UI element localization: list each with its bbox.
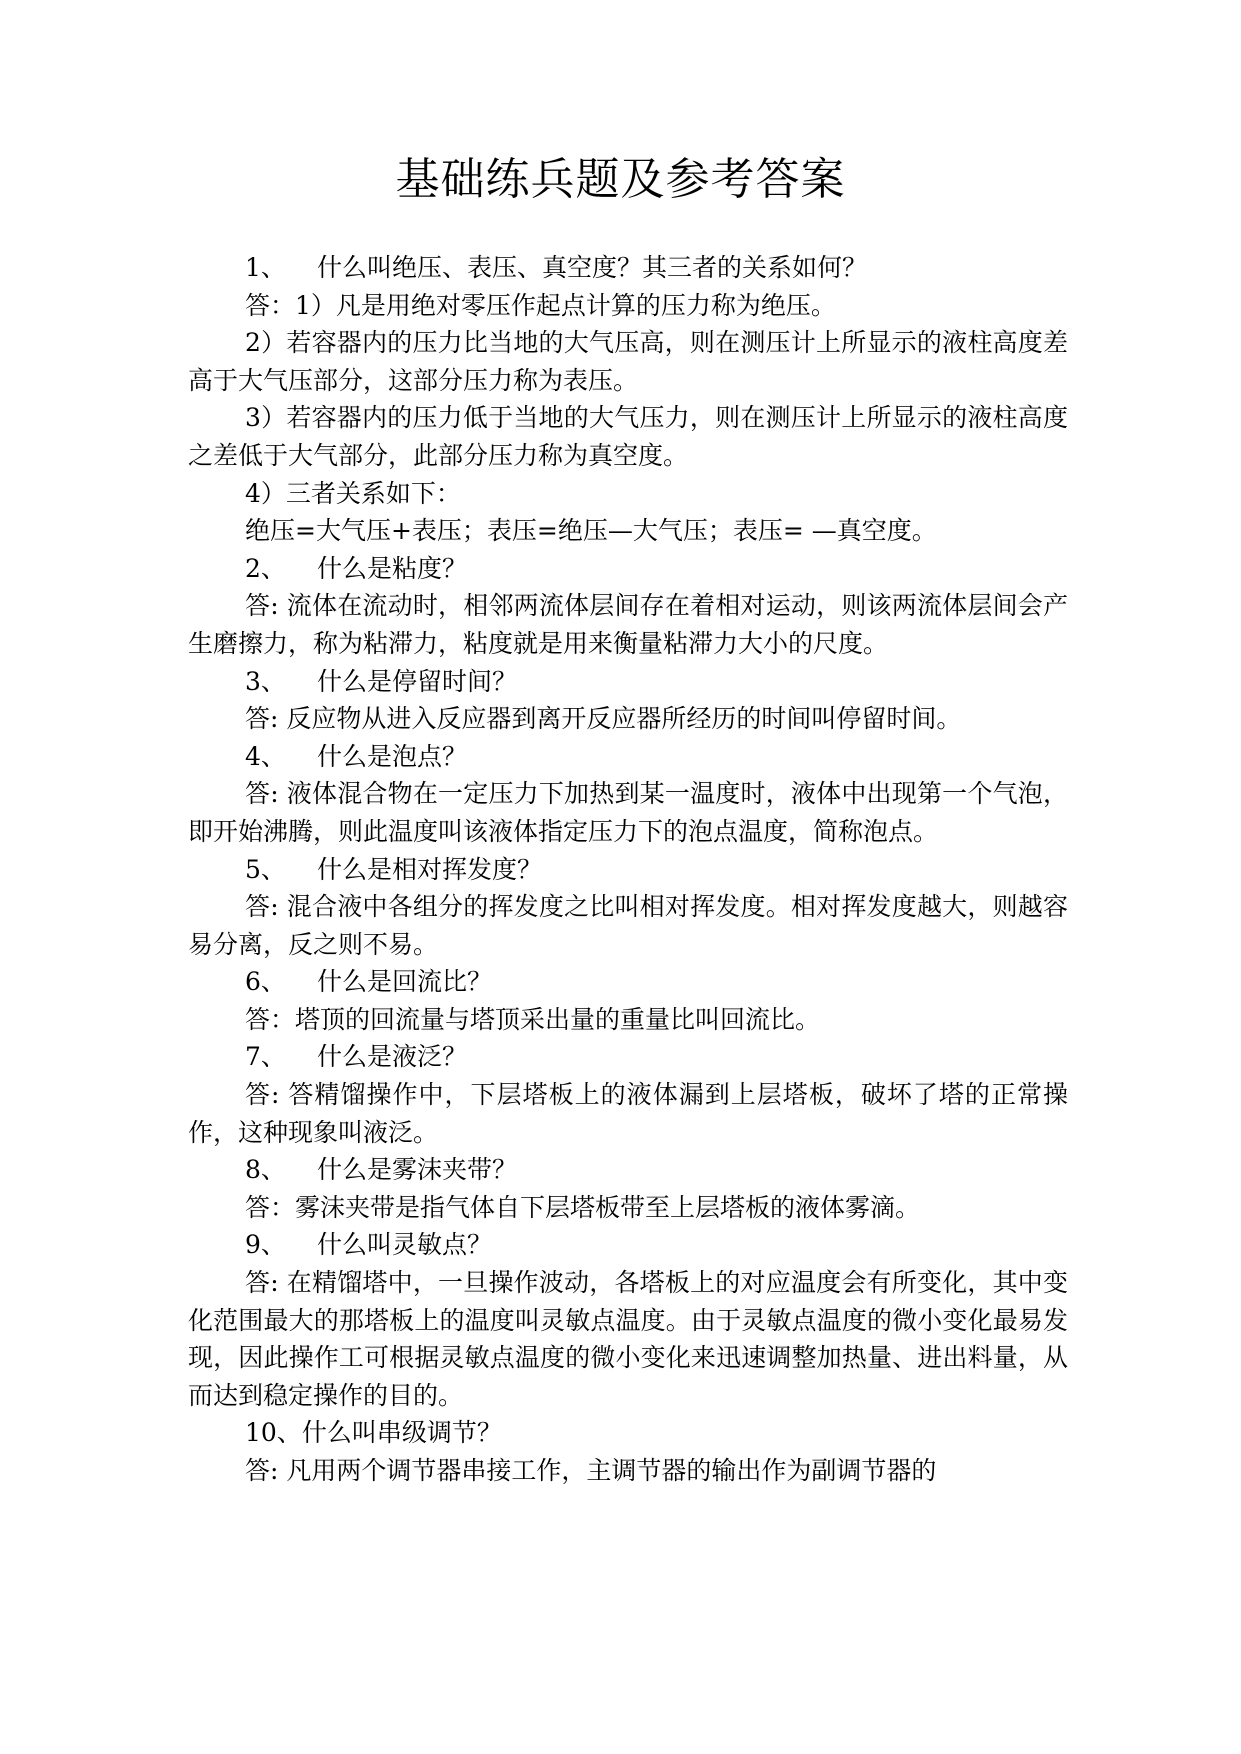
question-number: 1、 bbox=[245, 253, 286, 282]
answer-paragraph: 答: 凡用两个调节器串接工作，主调节器的输出作为副调节器的 bbox=[245, 1456, 937, 1485]
question-number: 6、 bbox=[245, 967, 286, 997]
question-number: 2、 bbox=[245, 553, 286, 583]
question-6 bbox=[188, 963, 1068, 1001]
question-text: 什么叫灵敏点？ bbox=[317, 1230, 493, 1260]
answer-paragraph: 答: 反应物从进入反应器到离开反应器所经历的时间叫停留时间。 bbox=[245, 704, 962, 734]
answer-paragraph: 答：1）凡是用绝对零压作起点计算的压力称为绝压。 bbox=[245, 290, 836, 320]
answer-paragraph: 答：雾沫夹带是指气体自下层塔板带至上层塔板的液体雾滴。 bbox=[245, 1192, 921, 1222]
answer-paragraph: 答: 液体混合物在一定压力下加热到某一温度时，液体中出现第一个气泡，即开始沸腾，则此温度叫该液体指定压力下的泡点温度，简称泡点。 bbox=[188, 779, 1068, 846]
question-3 bbox=[188, 663, 1068, 701]
answer-paragraph: 答: 在精馏塔中，一旦操作波动，各塔板上的对应温度会有所变化，其中变化范围最大的那塔板上的温度叫灵敏点温度。由于灵敏点温度的微小变化最易发现，因此操作工可根据灵敏点温度的微小变化来迅速调整加热量、进出料量，从而达到稳定操作的目的。 bbox=[188, 1268, 1068, 1410]
document-body bbox=[188, 249, 1068, 1490]
question-10 bbox=[188, 1414, 1068, 1452]
question-7 bbox=[188, 1038, 1068, 1076]
question-number: 5、 bbox=[245, 854, 286, 884]
question-number: 7、 bbox=[245, 1042, 286, 1072]
answer-paragraph: 答: 混合液中各组分的挥发度之比叫相对挥发度。相对挥发度越大，则越容易分离，反之则不易。 bbox=[188, 892, 1068, 959]
question-9 bbox=[188, 1226, 1068, 1264]
question-text: 什么叫绝压、表压、真空度？其三者的关系如何？ bbox=[317, 253, 868, 282]
question-text: 什么是停留时间？ bbox=[317, 666, 518, 696]
question-number: 10、 bbox=[245, 1418, 302, 1448]
answer-paragraph: 3）若容器内的压力低于当地的大气压力，则在测压计上所显示的液柱高度之差低于大气部分，此部分压力称为真空度。 bbox=[188, 403, 1068, 470]
question-number: 3、 bbox=[245, 666, 286, 696]
question-number: 4、 bbox=[245, 741, 286, 771]
answer-paragraph: 2）若容器内的压力比当地的大气压高，则在测压计上所显示的液柱高度差高于大气压部分，这部分压力称为表压。 bbox=[188, 328, 1068, 395]
answer-paragraph: 4）三者关系如下： bbox=[245, 478, 461, 508]
question-text: 什么是回流比？ bbox=[317, 967, 493, 997]
question-text: 什么是相对挥发度？ bbox=[317, 854, 543, 884]
question-8 bbox=[188, 1151, 1068, 1189]
question-text: 什么是泡点？ bbox=[317, 741, 468, 771]
question-text: 什么是雾沫夹带？ bbox=[317, 1155, 518, 1185]
document-title: 基础练兵题及参考答案 bbox=[395, 154, 846, 205]
question-text: 什么是液泛？ bbox=[317, 1042, 468, 1072]
answer-paragraph: 绝压=大气压+表压；表压=绝压—大气压；表压= —真空度。 bbox=[245, 516, 937, 546]
question-text: 什么叫串级调节？ bbox=[301, 1418, 502, 1448]
question-1 bbox=[188, 249, 1068, 287]
answer-paragraph: 答：塔顶的回流量与塔顶采出量的重量比叫回流比。 bbox=[245, 1004, 821, 1034]
answer-paragraph: 答: 流体在流动时，相邻两流体层间存在着相对运动，则该两流体层间会产生磨擦力，称为粘滞力，粘度就是用来衡量粘滞力大小的尺度。 bbox=[188, 591, 1068, 658]
question-number: 8、 bbox=[245, 1155, 286, 1185]
question-5 bbox=[188, 851, 1068, 889]
question-4 bbox=[188, 738, 1068, 776]
question-number: 9、 bbox=[245, 1230, 286, 1260]
question-text: 什么是粘度？ bbox=[317, 553, 468, 583]
answer-paragraph: 答: 答精馏操作中，下层塔板上的液体漏到上层塔板，破坏了塔的正常操作，这种现象叫液泛。 bbox=[188, 1080, 1068, 1147]
question-2 bbox=[188, 550, 1068, 588]
